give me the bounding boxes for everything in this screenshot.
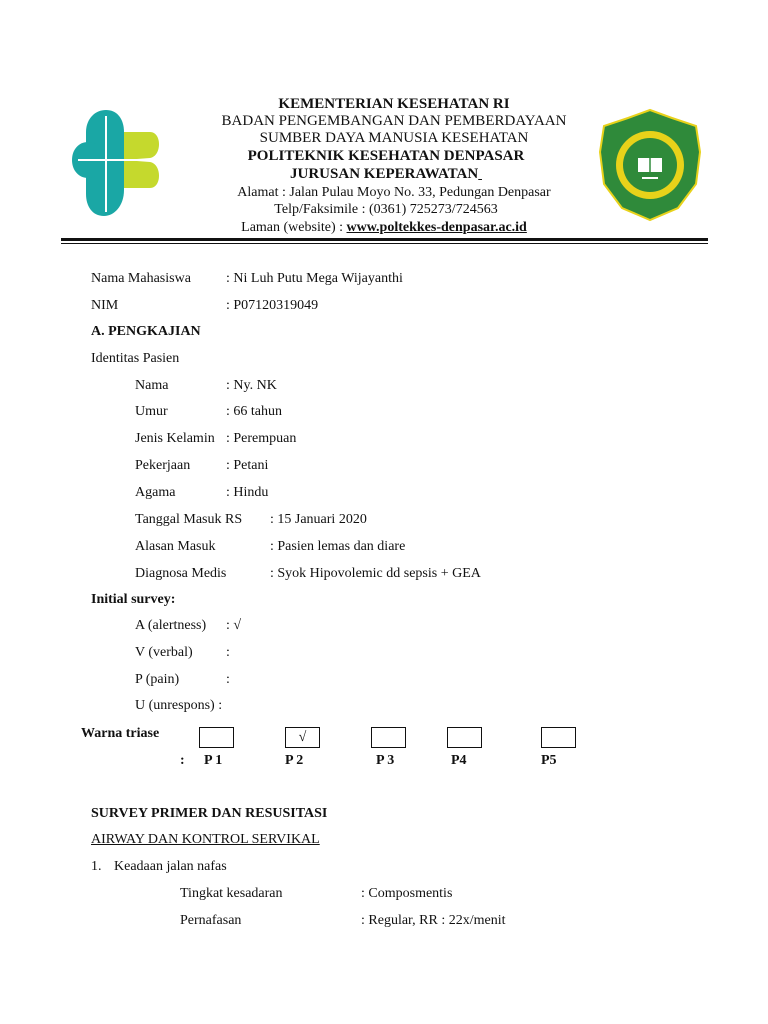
triage-checkbox-p4[interactable] [447,727,482,748]
initial-survey-title: Initial survey: [91,592,176,607]
survey-value: : [226,645,230,660]
identity-value: : Petani [226,458,269,473]
student-name-label: Nama Mahasiswa [91,271,191,286]
identity-value: : 66 tahun [226,404,282,419]
website-line: Laman (website) : www.poltekkes-denpasar.ac.id [241,220,527,235]
consciousness-value: : Composmentis [361,886,453,901]
identity-label: Umur [135,404,168,419]
identity-value: : Pasien lemas dan diare [270,539,406,554]
nim-label: NIM [91,298,119,313]
triage-checkbox-p1[interactable] [199,727,234,748]
ministry-name: KEMENTERIAN KESEHATAN RI [278,96,510,112]
triage-colon: : [180,753,185,768]
identity-value: : Hindu [226,485,269,500]
triage-checkbox-p2[interactable]: √ [285,727,320,748]
breathing-value: : Regular, RR : 22x/menit [361,913,506,928]
header-rule-thick [61,238,708,241]
survey-value: : [226,672,230,687]
survey-label: V (verbal) [135,645,193,660]
identity-label: Diagnosa Medis [135,566,227,581]
department-name: JURUSAN KEPERAWATAN [290,166,479,182]
survey-label: U (unrespons) : [135,698,223,713]
primary-survey-title: SURVEY PRIMER DAN RESUSITASI [91,806,328,821]
identity-label: Tanggal Masuk RS [135,512,243,527]
triage-label-p2: P 2 [285,753,304,768]
identity-value: : Ny. NK [226,378,277,393]
identity-label: Agama [135,485,176,500]
triage-label-p1: P 1 [204,753,223,768]
breathing-label: Pernafasan [180,913,242,928]
survey-label: P (pain) [135,672,180,687]
triage-checkbox-p5[interactable] [541,727,576,748]
triage-label-p5: P5 [541,753,557,768]
survey-value: : √ [226,618,242,633]
item-number: 1. [91,859,102,874]
identity-title: Identitas Pasien [91,351,180,366]
airway-item-label: Keadaan jalan nafas [114,859,227,874]
identity-label: Pekerjaan [135,458,191,473]
agency-line-2: SUMBER DAYA MANUSIA KESEHATAN [259,130,529,146]
identity-value: : Syok Hipovolemic dd sepsis + GEA [270,566,481,581]
identity-label: Jenis Kelamin [135,431,215,446]
identity-label: Alasan Masuk [135,539,216,554]
triage-label-p3: P 3 [376,753,395,768]
triage-title: Warna triase [81,726,160,741]
header-rule-thin [61,243,708,244]
identity-label: Nama [135,378,169,393]
institution-name: POLITEKNIK KESEHATAN DENPASAR [247,148,525,164]
student-name-value: : Ni Luh Putu Mega Wijayanthi [226,271,403,286]
triage-checkbox-p3[interactable] [371,727,406,748]
agency-line-1: BADAN PENGEMBANGAN DAN PEMBERDAYAAN [221,113,567,129]
consciousness-label: Tingkat kesadaran [180,886,283,901]
section-a-title: A. PENGKAJIAN [91,324,201,339]
address: Alamat : Jalan Pulau Moyo No. 33, Pedungan Denpasar [237,185,551,200]
airway-subtitle: AIRWAY DAN KONTROL SERVIKAL [91,832,320,847]
website-link[interactable]: www.poltekkes-denpasar.ac.id [346,220,527,235]
survey-label: A (alertness) [135,618,207,633]
triage-label-p4: P4 [451,753,467,768]
identity-value: : Perempuan [226,431,297,446]
identity-value: : 15 Januari 2020 [270,512,367,527]
nim-value: : P07120319049 [226,298,319,313]
phone-fax: Telp/Faksimile : (0361) 725273/724563 [274,202,498,217]
